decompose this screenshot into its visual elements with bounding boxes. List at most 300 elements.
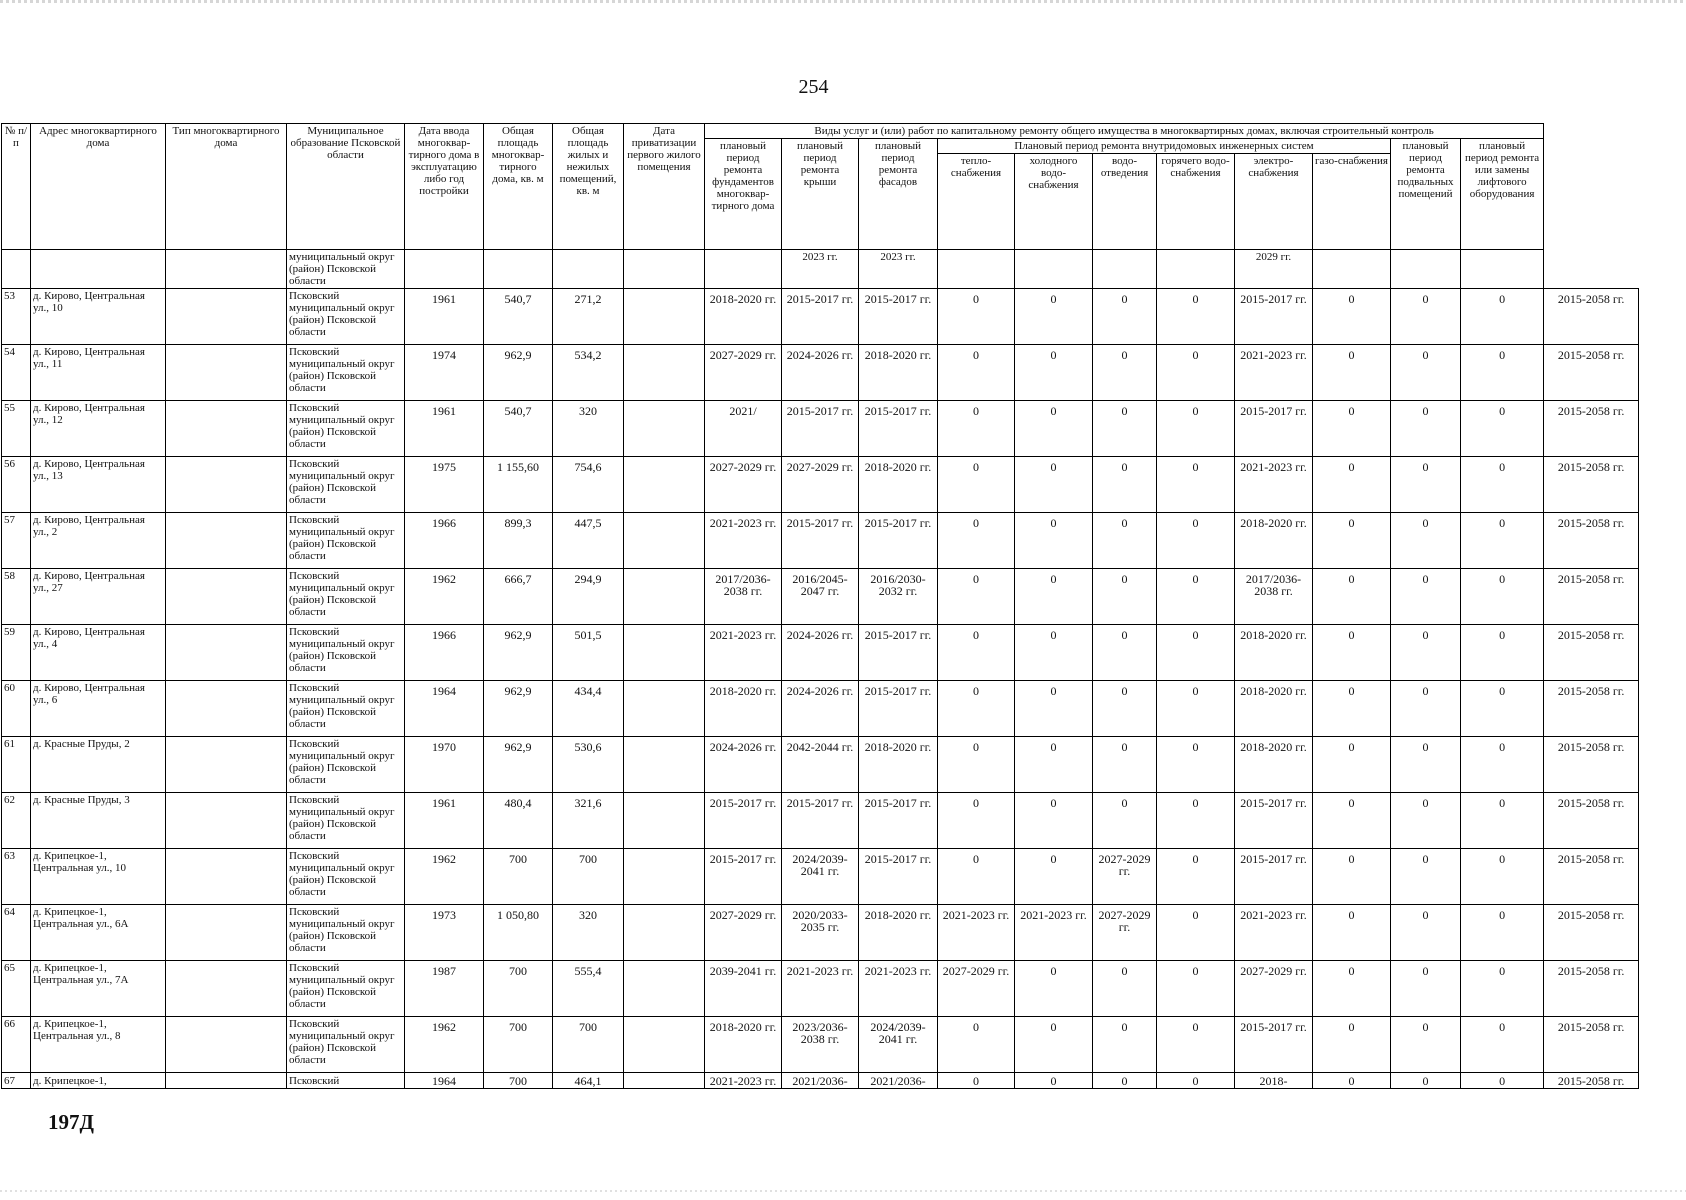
cell-year: 1975 [405, 457, 484, 513]
cell-mun: Псковский муниципальный округ (район) Псковской области [287, 401, 405, 457]
cell-drain: 0 [1093, 401, 1157, 457]
cell-found: 2024-2026 гг. [705, 737, 782, 793]
cell-type [166, 457, 287, 513]
header-municipality: Муниципальное образование Псковской области [287, 124, 405, 250]
cell-heat: 0 [938, 457, 1015, 513]
cell-area: 540,7 [484, 401, 553, 457]
cell-hot: 0 [1157, 401, 1235, 457]
cell-roof: 2023/2036-2038 гг. [782, 1017, 859, 1073]
cell-addr: д. Кирово, Центральная ул., 12 [31, 401, 166, 457]
cell-mun: Псковский муниципальный округ (район) Псковской области [287, 961, 405, 1017]
cell-lift: 0 [1461, 1017, 1544, 1073]
cell-area: 700 [484, 1073, 553, 1089]
cell-heat: 0 [938, 289, 1015, 345]
cell-facade: 2015-2017 гг. [859, 513, 938, 569]
cell-cold: 0 [1015, 401, 1093, 457]
cell-n: 64 [2, 905, 31, 961]
cell-hot: 0 [1157, 905, 1235, 961]
cell-facade: 2015-2017 гг. [859, 625, 938, 681]
cell-n: 60 [2, 681, 31, 737]
cell-cold: 0 [1015, 737, 1093, 793]
cell-lift: 0 [1461, 961, 1544, 1017]
cell-facade: 2018-2020 гг. [859, 457, 938, 513]
cell-lift: 0 [1461, 345, 1544, 401]
cell-roof: 2024-2026 гг. [782, 625, 859, 681]
cell-area: 962,9 [484, 625, 553, 681]
cell-heat: 0 [938, 793, 1015, 849]
cell-hot: 0 [1157, 289, 1235, 345]
cell-mun: Псковский муниципальный округ (район) Псковской области [287, 569, 405, 625]
cell-cold: 0 [1015, 849, 1093, 905]
cell-gas: 0 [1313, 289, 1391, 345]
cell-elec: 2018-2020 гг. [1235, 737, 1313, 793]
cell-mun: Псковский муниципальный округ (район) Псковской области [287, 289, 405, 345]
cell-priv [624, 513, 705, 569]
cell-addr: д. Крипецкое-1, Центральная ул., 10 [31, 849, 166, 905]
cell-heat: 2021-2023 гг. [938, 905, 1015, 961]
cell-design: 2015-2058 гг. [1544, 625, 1639, 681]
cell-cold: 0 [1015, 961, 1093, 1017]
header-hot-water: горячего водо-снабжения [1157, 154, 1235, 250]
cell-drain: 0 [1093, 1073, 1157, 1089]
cell-area: 899,3 [484, 513, 553, 569]
cell-cold: 0 [1015, 793, 1093, 849]
table-row [2, 1073, 1639, 1089]
cell-n: 67 [2, 1073, 31, 1089]
cell-design: 2015-2058 гг. [1544, 681, 1639, 737]
cell-elec: 2021-2023 гг. [1235, 457, 1313, 513]
cell-heat: 0 [938, 1017, 1015, 1073]
cell-facade: 2024/2039-2041 гг. [859, 1017, 938, 1073]
cell-year: 1970 [405, 737, 484, 793]
cell-n: 53 [2, 289, 31, 345]
cell-area: 480,4 [484, 793, 553, 849]
cell-heat: 0 [938, 569, 1015, 625]
cell-design: 2015-2058 гг. [1544, 905, 1639, 961]
cell-cold: 0 [1015, 345, 1093, 401]
cell-priv [624, 289, 705, 345]
cell-n: 54 [2, 345, 31, 401]
cell-living: 501,5 [553, 625, 624, 681]
cell-type [166, 793, 287, 849]
header-year: Дата ввода многоквар-тирного дома в эксплуатацию либо год постройки [405, 124, 484, 250]
cell-area: 700 [484, 961, 553, 1017]
cell-hot: 0 [1157, 345, 1235, 401]
document-stamp: 197Д [48, 1110, 94, 1134]
table-row [2, 625, 1639, 681]
cell-drain: 0 [1093, 961, 1157, 1017]
cell-drain: 0 [1093, 289, 1157, 345]
cell-gas: 0 [1313, 345, 1391, 401]
cell-n: 61 [2, 737, 31, 793]
cell-found: 2021/ [705, 401, 782, 457]
cell-design: 2015-2058 гг. [1544, 793, 1639, 849]
cell-elec: 2015-2017 гг. [1235, 1017, 1313, 1073]
cell-found: 2027-2029 гг. [705, 905, 782, 961]
cell-n: 57 [2, 513, 31, 569]
cell-type [166, 737, 287, 793]
cell-lift: 0 [1461, 569, 1544, 625]
cell-living: 321,6 [553, 793, 624, 849]
cell-gas: 0 [1313, 961, 1391, 1017]
cell-type [166, 961, 287, 1017]
cell-area: 700 [484, 1017, 553, 1073]
header-privatization: Дата приватизации первого жилого помещения [624, 124, 705, 250]
cell-addr: д. Кирово, Центральная ул., 4 [31, 625, 166, 681]
cell-cold: 0 [1015, 569, 1093, 625]
cell-priv [624, 849, 705, 905]
cell-living: 534,2 [553, 345, 624, 401]
cell-gas: 0 [1313, 905, 1391, 961]
cell-base: 0 [1391, 793, 1461, 849]
cell-roof: 2024-2026 гг. [782, 681, 859, 737]
cell-heat: 0 [938, 681, 1015, 737]
table-row [2, 401, 1639, 457]
cell-living: 320 [553, 905, 624, 961]
cell-addr: д. Крипецкое-1, [31, 1073, 166, 1089]
cell-addr: д. Кирово, Центральная ул., 11 [31, 345, 166, 401]
cell-mun: Псковский муниципальный округ (район) Псковской области [287, 849, 405, 905]
cell-gas: 0 [1313, 569, 1391, 625]
cell-living: 434,4 [553, 681, 624, 737]
cell-year: 1962 [405, 849, 484, 905]
cell-year: 1974 [405, 345, 484, 401]
cell-roof: 2015-2017 гг. [782, 401, 859, 457]
cell-roof: 2015-2017 гг. [782, 513, 859, 569]
cell-heat: 0 [938, 513, 1015, 569]
cell-type [166, 569, 287, 625]
cell-mun: Псковский муниципальный округ (район) Псковской области [287, 345, 405, 401]
cell-year: 1961 [405, 401, 484, 457]
cell-area: 1 050,80 [484, 905, 553, 961]
cell-mun: Псковский муниципальный округ (район) Псковской области [287, 737, 405, 793]
cell-cold: 0 [1015, 1017, 1093, 1073]
cell-facade: 2015-2017 гг. [859, 793, 938, 849]
cell-facade: 2015-2017 гг. [859, 401, 938, 457]
cell-found: 2027-2029 гг. [705, 345, 782, 401]
cell-roof: 2024/2039-2041 гг. [782, 849, 859, 905]
cell-priv [624, 961, 705, 1017]
cell-elec: 2015-2017 гг. [1235, 401, 1313, 457]
cell-addr: д. Красные Пруды, 2 [31, 737, 166, 793]
cell-drain: 0 [1093, 345, 1157, 401]
cell-base: 0 [1391, 513, 1461, 569]
cell-facade: 2021-2023 гг. [859, 961, 938, 1017]
cell-elec: 2018-2020 гг. [1235, 513, 1313, 569]
cell-cold: 0 [1015, 1073, 1093, 1089]
cell-gas: 0 [1313, 457, 1391, 513]
header-living-area: Общая площадь жилых и нежилых помещений, кв. м [553, 124, 624, 250]
cell-hot: 0 [1157, 513, 1235, 569]
cell-base: 0 [1391, 849, 1461, 905]
cell-living: 555,4 [553, 961, 624, 1017]
table-row [2, 345, 1639, 401]
header-cold-water: холодного водо-снабжения [1015, 154, 1093, 250]
cell-gas: 0 [1313, 737, 1391, 793]
cell-base: 0 [1391, 401, 1461, 457]
cell-addr: д. Кирово, Центральная ул., 27 [31, 569, 166, 625]
header-address: Адрес многоквартирного дома [31, 124, 166, 250]
cell-living: 447,5 [553, 513, 624, 569]
cell-elec: 2017/2036-2038 гг. [1235, 569, 1313, 625]
cell-base: 0 [1391, 905, 1461, 961]
cell-electric: 2029 гг. [1235, 250, 1313, 289]
cell-roof: 2021-2023 гг. [782, 961, 859, 1017]
cell-roof: 2015-2017 гг. [782, 289, 859, 345]
cell-addr: д. Крипецкое-1, Центральная ул., 8 [31, 1017, 166, 1073]
table-row [2, 513, 1639, 569]
cell-year: 1962 [405, 1017, 484, 1073]
cell-found: 2015-2017 гг. [705, 849, 782, 905]
cell-drain: 0 [1093, 457, 1157, 513]
cell-lift: 0 [1461, 681, 1544, 737]
cell-hot: 0 [1157, 1017, 1235, 1073]
cell-design: 2015-2058 гг. [1544, 569, 1639, 625]
cell-base: 0 [1391, 1073, 1461, 1089]
cell-lift: 0 [1461, 289, 1544, 345]
header-electric: электро-снабжения [1235, 154, 1313, 250]
header-basement: плановый период ремонта подвальных помещений [1391, 139, 1461, 250]
cell-found: 2021-2023 гг. [705, 1073, 782, 1089]
cell-mun: Псковский муниципальный округ (район) Псковской области [287, 457, 405, 513]
cell-design: 2015-2058 гг. [1544, 1073, 1639, 1089]
page-number: 254 [798, 76, 829, 98]
cell-heat: 0 [938, 849, 1015, 905]
cell-area: 540,7 [484, 289, 553, 345]
cell-living: 271,2 [553, 289, 624, 345]
cell-cold: 0 [1015, 513, 1093, 569]
cell-type [166, 1073, 287, 1089]
cell-type [166, 289, 287, 345]
cell-design: 2015-2058 гг. [1544, 345, 1639, 401]
header-num: № п/п [2, 124, 31, 250]
cell-base: 0 [1391, 569, 1461, 625]
cell-roof: 2024-2026 гг. [782, 345, 859, 401]
cell-heat: 0 [938, 401, 1015, 457]
cell-type [166, 401, 287, 457]
cell-addr: д. Красные Пруды, 3 [31, 793, 166, 849]
cell-hot: 0 [1157, 569, 1235, 625]
cell-mun: Псковский [287, 1073, 405, 1089]
cell-elec: 2018- [1235, 1073, 1313, 1089]
table-row [2, 1017, 1639, 1073]
cell-lift: 0 [1461, 793, 1544, 849]
cell-drain: 0 [1093, 737, 1157, 793]
cell-n: 65 [2, 961, 31, 1017]
cell-n: 58 [2, 569, 31, 625]
cell-n: 62 [2, 793, 31, 849]
cell-addr: д. Кирово, Центральная ул., 10 [31, 289, 166, 345]
cell-year: 1973 [405, 905, 484, 961]
cell-hot: 0 [1157, 457, 1235, 513]
cell-area: 962,9 [484, 737, 553, 793]
cell-facade: 2021/2036- [859, 1073, 938, 1089]
table-row [2, 961, 1639, 1017]
cell-cold: 2021-2023 гг. [1015, 905, 1093, 961]
cell-type [166, 513, 287, 569]
cell-hot: 0 [1157, 849, 1235, 905]
cell-type [166, 625, 287, 681]
cell-type [166, 849, 287, 905]
table-row [2, 681, 1639, 737]
cell-area: 962,9 [484, 681, 553, 737]
cell-addr: д. Крипецкое-1, Центральная ул., 7А [31, 961, 166, 1017]
cell-gas: 0 [1313, 681, 1391, 737]
cell-year: 1966 [405, 513, 484, 569]
cell-drain: 2027-2029 гг. [1093, 849, 1157, 905]
cell-lift: 0 [1461, 401, 1544, 457]
cell-priv [624, 793, 705, 849]
cell-lift: 0 [1461, 905, 1544, 961]
cell-heat: 0 [938, 1073, 1015, 1089]
cell-mun: Псковский муниципальный округ (район) Псковской области [287, 905, 405, 961]
cell-found: 2018-2020 гг. [705, 681, 782, 737]
header-row-1 [2, 124, 1639, 139]
cell-design: 2015-2058 гг. [1544, 1017, 1639, 1073]
cell-gas: 0 [1313, 513, 1391, 569]
cell-design: 2015-2058 гг. [1544, 289, 1639, 345]
cell-base: 0 [1391, 1017, 1461, 1073]
cell-roof: 2042-2044 гг. [782, 737, 859, 793]
cell-design: 2015-2058 гг. [1544, 737, 1639, 793]
cell-elec: 2021-2023 гг. [1235, 905, 1313, 961]
cell-living: 530,6 [553, 737, 624, 793]
table-body [2, 250, 1639, 1089]
cell-mun: Псковский муниципальный округ (район) Псковской области [287, 1017, 405, 1073]
cell-year: 1964 [405, 681, 484, 737]
header-roof: плановый период ремонта крыши [782, 139, 859, 250]
cell-drain: 0 [1093, 1017, 1157, 1073]
table-row [2, 793, 1639, 849]
cell-cold: 0 [1015, 681, 1093, 737]
scan-edge-bottom [0, 1190, 1686, 1192]
cell-roof: 2021/2036- [782, 1073, 859, 1089]
cell-roof: 2020/2033-2035 гг. [782, 905, 859, 961]
header-heat: тепло-снабжения [938, 154, 1015, 250]
cell-facade: 2015-2017 гг. [859, 849, 938, 905]
cell-found: 2018-2020 гг. [705, 1017, 782, 1073]
table-row [2, 289, 1639, 345]
cell-design: 2015-2058 гг. [1544, 849, 1639, 905]
header-engineering-group: Плановый период ремонта внутридомовых инженерных систем [938, 139, 1391, 154]
cell-facade: 2018-2020 гг. [859, 905, 938, 961]
cell-type [166, 681, 287, 737]
cell-living: 700 [553, 1017, 624, 1073]
cell-type [166, 345, 287, 401]
cell-living: 754,6 [553, 457, 624, 513]
cell-priv [624, 625, 705, 681]
cell-heat: 0 [938, 625, 1015, 681]
scan-edge-top [0, 0, 1686, 3]
cell-cold: 0 [1015, 289, 1093, 345]
cell-priv [624, 905, 705, 961]
cell-hot: 0 [1157, 737, 1235, 793]
cell-design: 2015-2058 гг. [1544, 513, 1639, 569]
table-row [2, 457, 1639, 513]
cell-living: 294,9 [553, 569, 624, 625]
cell-hot: 0 [1157, 681, 1235, 737]
cell-drain: 0 [1093, 625, 1157, 681]
cell-priv [624, 401, 705, 457]
cell-priv [624, 681, 705, 737]
cell-roof: 2016/2045-2047 гг. [782, 569, 859, 625]
cell-roof: 2015-2017 гг. [782, 793, 859, 849]
table-row [2, 737, 1639, 793]
cell-n: 59 [2, 625, 31, 681]
cell-found: 2021-2023 гг. [705, 625, 782, 681]
header-gas: газо-снабжения [1313, 154, 1391, 250]
cell-found: 2018-2020 гг. [705, 289, 782, 345]
header-elevator: плановый период ремонта или замены лифтового оборудования [1461, 139, 1544, 250]
cell-facade: 2016/2030-2032 гг. [859, 569, 938, 625]
cell-addr: д. Кирово, Центральная ул., 6 [31, 681, 166, 737]
cell-facade: 2015-2017 гг. [859, 289, 938, 345]
cell-area: 700 [484, 849, 553, 905]
cell-municipality: муниципальный округ (район) Псковской области [287, 250, 405, 289]
cell-drain: 0 [1093, 681, 1157, 737]
cell-living: 700 [553, 849, 624, 905]
cell-drain: 0 [1093, 793, 1157, 849]
cell-design: 2015-2058 гг. [1544, 961, 1639, 1017]
cell-lift: 0 [1461, 513, 1544, 569]
cell-facade: 2018-2020 гг. [859, 737, 938, 793]
cell-facade: 2015-2017 гг. [859, 681, 938, 737]
cell-hot: 0 [1157, 793, 1235, 849]
cell-addr: д. Кирово, Центральная ул., 2 [31, 513, 166, 569]
cell-priv [624, 1073, 705, 1089]
cell-elec: 2015-2017 гг. [1235, 793, 1313, 849]
cell-heat: 2027-2029 гг. [938, 961, 1015, 1017]
cell-base: 0 [1391, 625, 1461, 681]
cell-design: 2015-2058 гг. [1544, 457, 1639, 513]
cell-priv [624, 457, 705, 513]
cell-elec: 2021-2023 гг. [1235, 345, 1313, 401]
cell-base: 0 [1391, 681, 1461, 737]
header-total-area: Общая площадь многоквар-тирного дома, кв. м [484, 124, 553, 250]
cell-priv [624, 737, 705, 793]
cell-found: 2039-2041 гг. [705, 961, 782, 1017]
cell-drain: 0 [1093, 569, 1157, 625]
cell-n: 55 [2, 401, 31, 457]
cell-priv [624, 1017, 705, 1073]
cell-elec: 2027-2029 гг. [1235, 961, 1313, 1017]
cell-found: 2017/2036-2038 гг. [705, 569, 782, 625]
cell-n: 66 [2, 1017, 31, 1073]
cell-base: 0 [1391, 457, 1461, 513]
cell-gas: 0 [1313, 625, 1391, 681]
cell-found: 2027-2029 гг. [705, 457, 782, 513]
cell-gas: 0 [1313, 401, 1391, 457]
cell-gas: 0 [1313, 1017, 1391, 1073]
cell-living: 320 [553, 401, 624, 457]
cell-type [166, 905, 287, 961]
cell-found: 2021-2023 гг. [705, 513, 782, 569]
cell-elec: 2018-2020 гг. [1235, 625, 1313, 681]
cell-drain: 2027-2029 гг. [1093, 905, 1157, 961]
cell-living: 464,1 [553, 1073, 624, 1089]
cell-facade: 2023 гг. [859, 250, 938, 289]
cell-mun: Псковский муниципальный округ (район) Псковской области [287, 513, 405, 569]
header-drainage: водо-отведения [1093, 154, 1157, 250]
cell-year: 1966 [405, 625, 484, 681]
header-works-group: Виды услуг и (или) работ по капитальному ремонту общего имущества в многоквартирных домах, включая строительный контроль [705, 124, 1544, 139]
cell-mun: Псковский муниципальный округ (район) Псковской области [287, 625, 405, 681]
cell-roof: 2027-2029 гг. [782, 457, 859, 513]
cell-lift: 0 [1461, 457, 1544, 513]
cell-lift: 0 [1461, 849, 1544, 905]
cell-addr: д. Крипецкое-1, Центральная ул., 6А [31, 905, 166, 961]
header-facade: плановый период ремонта фасадов [859, 139, 938, 250]
